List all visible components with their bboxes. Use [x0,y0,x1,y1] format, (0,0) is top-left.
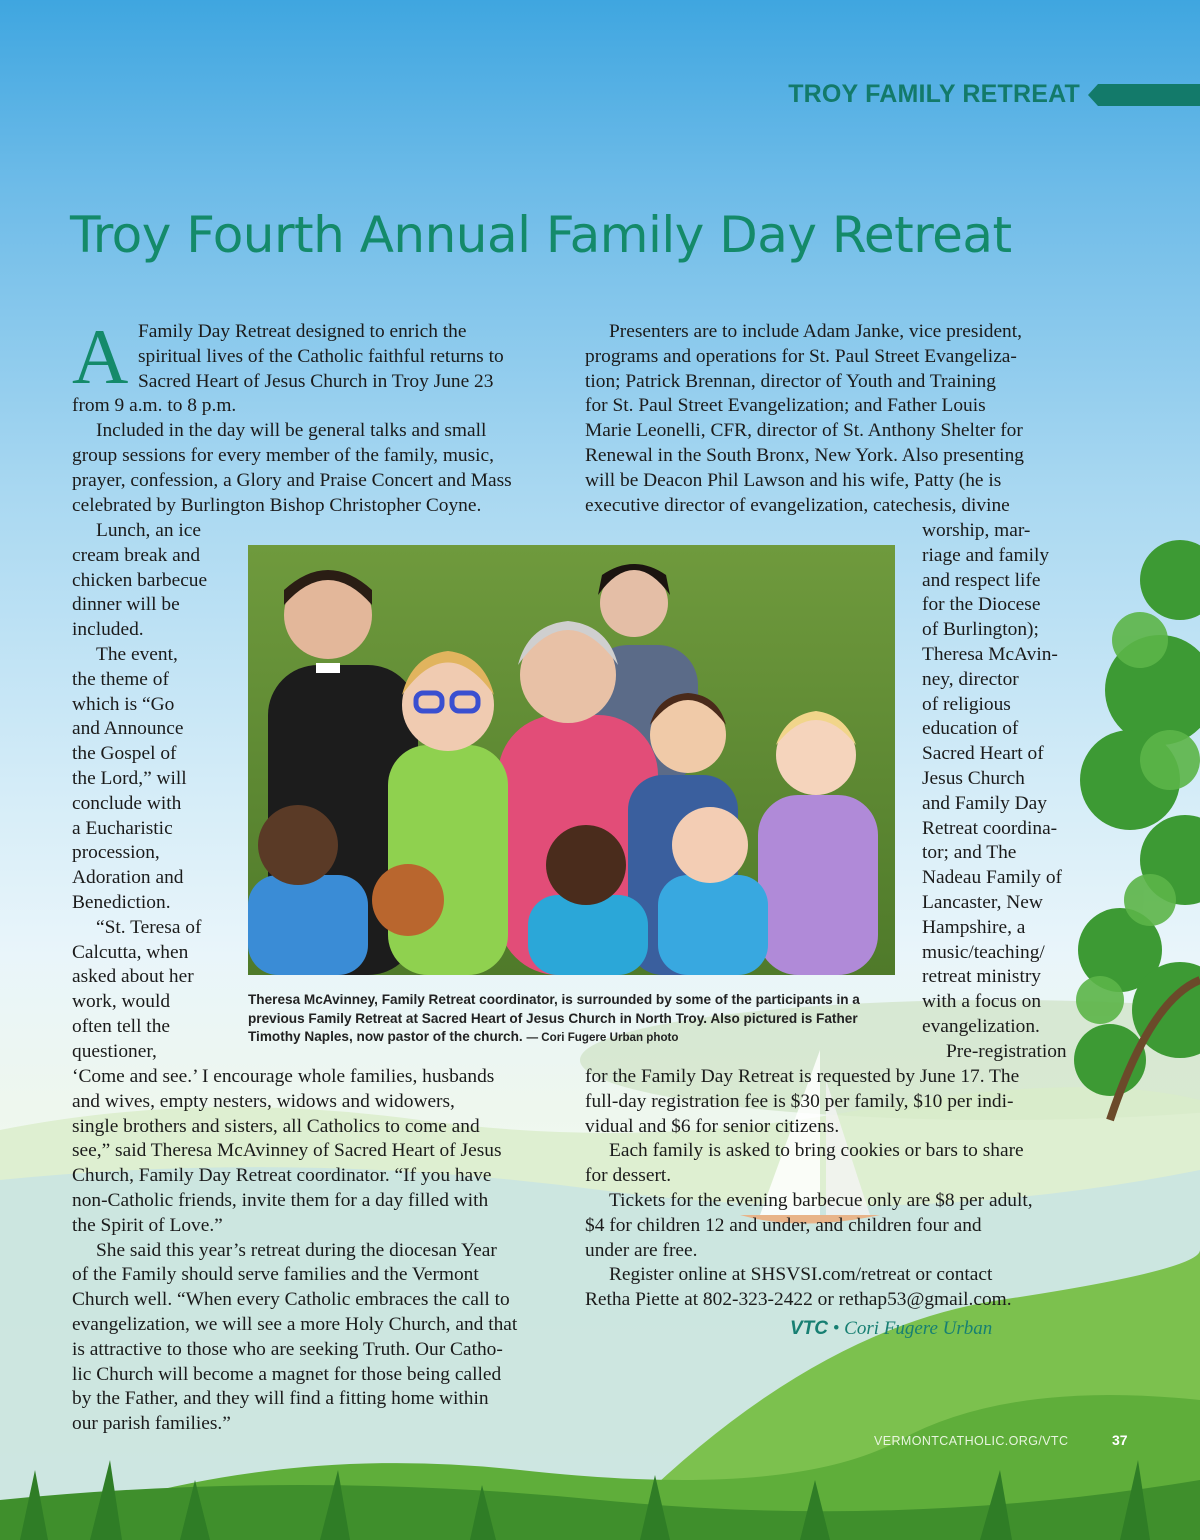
text-line: and wives, empty nesters, widows and widowers, [72,1090,455,1112]
text-line: lic Church will become a magnet for those being called [72,1363,502,1385]
text-line: the Lord,” will [72,767,187,789]
text-line: Adoration and [72,867,184,889]
text-line: work, would [72,991,171,1013]
text-line: Register online at SHSVSI.com/retreat or contact [609,1264,993,1286]
text-line: Retha Piette at 802-323-2422 or rethap53@gmail.com. [585,1289,1012,1311]
text-line: for dessert. [585,1165,672,1187]
text-line: Church well. “When every Catholic embraces the call to [72,1289,510,1311]
photo-credit: — Cori Fugere Urban photo [526,1031,679,1045]
text-line: our parish families.” [72,1413,231,1435]
article-title: Troy Fourth Annual Family Day Retreat [70,206,1012,264]
section-tag-arrow-icon [1088,84,1200,106]
text-line: Nadeau Family of [922,867,1063,889]
text-line: Hampshire, a [922,916,1026,938]
right-column-top [585,320,1085,518]
text-line: of Burlington); [922,619,1039,641]
page-number: 37 [1112,1432,1128,1448]
left-column-bottom [72,1065,572,1437]
text-line: evangelization. [922,1015,1040,1037]
left-column-top [72,313,562,518]
text-line: will be Deacon Phil Lawson and his wife, Patty (he is [585,469,1002,491]
text-line: Jesus Church [922,767,1025,789]
text-line: for St. Paul Street Evangelization; and Father Louis [585,395,986,417]
text-line: full-day registration fee is $30 per family, $10 per indi- [585,1090,1014,1112]
text-line: ‘Come and see.’ I encourage whole families, husbands [72,1066,495,1087]
text-line: Lancaster, New [922,891,1043,913]
text-line: is attractive to those who are seeking Truth. Our Catho- [72,1338,503,1360]
text-line: Marie Leonelli, CFR, director of St. Anthony Shelter for [585,420,1023,442]
text-line: included. [72,619,144,641]
byline-author: Cori Fugere Urban [844,1318,993,1339]
text-line: Sacred Heart of [922,743,1044,765]
byline [790,1318,992,1340]
text-line: Church, Family Day Retreat coordinator. “If you have [72,1165,492,1187]
text-line: Sacred Heart of Jesus Church in Troy June 23 [138,370,494,392]
text-line: Calcutta, when [72,941,189,963]
text-line: the Gospel of [72,743,177,765]
text-line: Pre-registration [946,1040,1067,1062]
caption-text: Theresa McAvinney, Family Retreat coordinator, is surrounded by some of the participants in a previous Family Retreat at Sacred Heart of Jesus Church in North Troy. Also pictured is Father Timothy Naples, now pastor of the church. [248,992,860,1045]
text-line: the theme of [72,668,169,690]
text-line: see,” said Theresa McAvinney of Sacred Heart of Jesus [72,1140,502,1162]
text-line: dinner will be [72,594,180,616]
text-line: Retreat coordina- [922,817,1058,839]
text-line: riage and family [922,544,1050,566]
text-line: from 9 a.m. to 8 p.m. [72,395,237,417]
drop-cap: A [72,313,129,400]
text-line: Presenters are to include Adam Janke, vice president, [609,321,1022,342]
section-tag: TROY FAMILY RETREAT [788,80,1080,108]
text-line: and Announce [72,718,184,740]
text-line: Theresa McAvin- [922,643,1058,665]
text-line: education of [922,718,1019,740]
text-line: The event, [96,643,178,665]
text-line: and respect life [922,569,1041,591]
text-line: “St. Teresa of [96,916,202,938]
text-line: executive director of evangelization, catechesis, divine [585,494,1010,516]
byline-vtc: VTC [790,1318,828,1339]
text-line: by the Father, and they will find a fitting home within [72,1388,489,1410]
text-line: single brothers and sisters, all Catholics to come and [72,1115,480,1137]
right-column-narrow [922,519,1094,1065]
text-line: for the Diocese [922,594,1041,616]
text-line: She said this year’s retreat during the diocesan Year [96,1239,497,1261]
text-line: of religious [922,693,1011,715]
text-line: Benediction. [72,891,171,913]
text-line: questioner, [72,1040,157,1062]
text-line: Each family is asked to bring cookies or bars to share [609,1140,1024,1162]
text-line: celebrated by Burlington Bishop Christopher Coyne. [72,494,482,516]
left-column-narrow [72,519,244,1065]
text-line: which is “Go [72,693,175,715]
text-line: under are free. [585,1239,698,1261]
group-photo [248,545,895,975]
text-line: $4 for children 12 and under, and children four and [585,1214,982,1236]
text-line: conclude with [72,792,182,814]
text-line: tor; and The [922,842,1017,864]
text-line: programs and operations for St. Paul Street Evangeliza- [585,345,1017,367]
text-line: non-Catholic friends, invite them for a day filled with [72,1189,489,1211]
text-line: and Family Day [922,792,1047,814]
text-line: spiritual lives of the Catholic faithful returns to [138,345,504,367]
right-column-bottom [585,1065,1085,1313]
text-line: asked about her [72,966,194,988]
text-line: Included in the day will be general talks and small [96,420,487,442]
text-line: Family Day Retreat designed to enrich the [138,321,467,342]
text-line: group sessions for every member of the family, music, [72,444,495,466]
text-line: Renewal in the South Bronx, New York. Also presenting [585,444,1024,466]
text-line: chicken barbecue [72,569,208,591]
text-line: procession, [72,842,160,864]
text-line: a Eucharistic [72,817,173,839]
text-line: ney, director [922,668,1019,690]
footer-url: VERMONTCATHOLIC.ORG/VTC [874,1434,1069,1448]
photo-caption [248,991,908,1048]
text-line: music/teaching/ [922,941,1045,963]
text-line: Tickets for the evening barbecue only are $8 per adult, [609,1189,1033,1211]
text-line: vidual and $6 for senior citizens. [585,1115,840,1137]
text-line: with a focus on [922,991,1042,1013]
text-line: often tell the [72,1015,170,1037]
photo-illustration [248,545,895,975]
text-line: for the Family Day Retreat is requested by June 17. The [585,1066,1020,1087]
text-line: retreat ministry [922,966,1041,988]
text-line: tion; Patrick Brennan, director of Youth and Training [585,370,996,392]
text-line: cream break and [72,544,201,566]
text-line: Lunch, an ice [96,520,201,541]
text-line: of the Family should serve families and the Vermont [72,1264,479,1286]
text-line: prayer, confession, a Glory and Praise Concert and Mass [72,469,512,491]
text-line: worship, mar- [922,520,1031,541]
text-line: evangelization, we will see a more Holy Church, and that [72,1313,518,1335]
byline-separator: • [828,1318,845,1339]
text-line: the Spirit of Love.” [72,1214,223,1236]
